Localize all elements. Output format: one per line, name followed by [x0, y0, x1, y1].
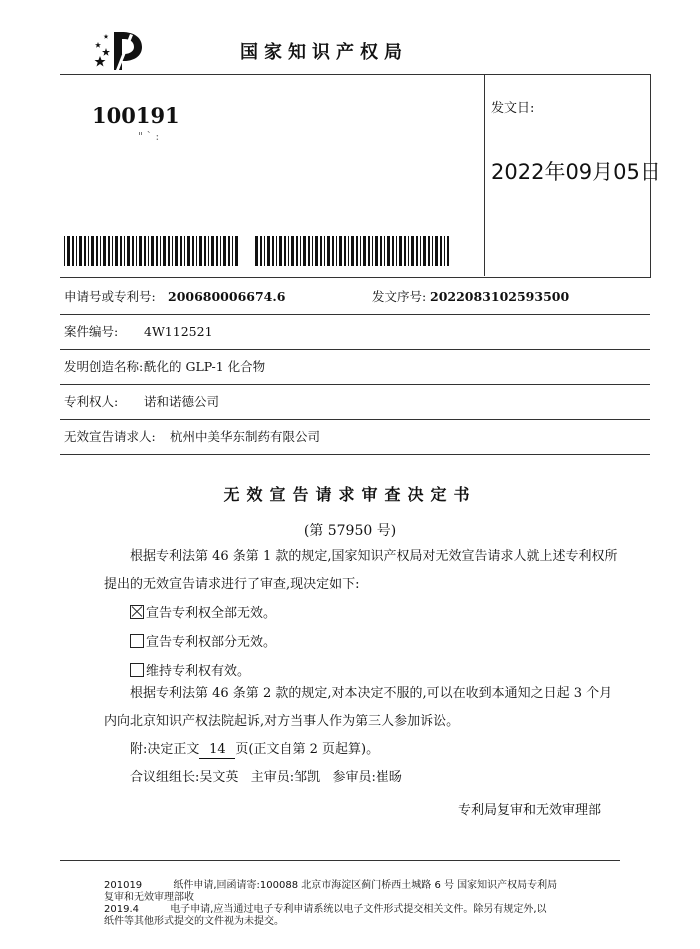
invention-title-label: 发明创造名称: [64, 359, 144, 374]
application-number-label: 申请号或专利号: [64, 289, 156, 304]
option-invalid-all [130, 602, 276, 621]
checked-box-icon [130, 605, 144, 619]
requester-label: 无效宣告请求人: [64, 429, 156, 444]
dispatch-date: 2022年09月05日 [491, 160, 661, 184]
footer-paper-instructions: 纸件申请,回函请寄:100088 北京市海淀区蓟门桥西土城路 6 号 国家知识产权局专利局 [173, 880, 558, 891]
patentee-value: 诺和诺德公司 [144, 394, 220, 409]
row-requester [60, 419, 650, 455]
panel-members: 合议组组长:吴文英 主审员:邹凯 参审员:崔旸 [130, 770, 402, 785]
address-smudge: " ` : [138, 130, 160, 143]
option-invalid-part [130, 631, 276, 650]
footer-version: 2019.4 [104, 904, 139, 915]
option-maintain-label: 维持专利权有效。 [146, 664, 251, 679]
patentee-label: 专利权人: [64, 394, 119, 409]
cnipa-logo-icon [92, 28, 148, 72]
paragraph-2-line-1: 根据专利法第 46 条第 2 款的规定,对本决定不服的,可以在收到本通知之日起 3 个月 [130, 686, 613, 701]
paragraph-1-line-2: 提出的无效宣告请求进行了审查,现决定如下: [104, 577, 360, 592]
row-application-number [60, 279, 650, 315]
case-number-value: 4W112521 [144, 324, 213, 339]
application-number-value: 200680006674.6 [168, 289, 286, 304]
unchecked-box-icon [130, 634, 144, 648]
office-name: 国家知识产权局 [240, 42, 408, 63]
row-case-number [60, 314, 650, 350]
requester-value: 杭州中美华东制药有限公司 [170, 429, 321, 444]
paragraph-1-line-1: 根据专利法第 46 条第 1 款的规定,国家知识产权局对无效宣告请求人就上述专利权所 [130, 549, 618, 564]
footer-line-3 [104, 904, 547, 916]
dispatch-date-label: 发文日: [491, 101, 535, 116]
postcode: 100191 [92, 103, 180, 128]
unchecked-box-icon [130, 663, 144, 677]
footer-form-code: 201019 [104, 880, 143, 891]
decision-number: (第 57950 号) [303, 523, 397, 539]
invention-title-value: 酰化的 GLP-1 化合物 [144, 359, 266, 374]
decision-title: 无效宣告请求审查决定书 [223, 485, 477, 504]
option-invalid-all-label: 宣告专利权全部无效。 [146, 606, 277, 621]
row-invention-title [60, 349, 650, 385]
footer-line-1 [104, 880, 557, 892]
attachment-pages: 14 [199, 742, 235, 759]
footer-line-2: 复审和无效审理部收 [104, 892, 194, 903]
footer-electronic-instructions: 电子申请,应当通过电子专利申请系统以电子文件形式提交相关文件。除另有规定外,以 [170, 904, 547, 915]
row-patentee [60, 384, 650, 420]
option-invalid-part-label: 宣告专利权部分无效。 [146, 635, 277, 650]
case-number-label: 案件编号: [64, 324, 119, 339]
issuing-department: 专利局复审和无效审理部 [458, 803, 602, 818]
option-maintain [130, 660, 250, 679]
serial-value: 2022083102593500 [430, 289, 570, 304]
barcode-left [64, 236, 238, 266]
attachment-note [130, 736, 379, 764]
attachment-suffix: 页(正文自第 2 页起算)。 [235, 742, 380, 757]
attachment-prefix: 附:决定正文 [130, 742, 200, 757]
serial-label: 发文序号: [372, 289, 427, 304]
address-box-divider [484, 74, 485, 276]
footer-line-4: 纸件等其他形式提交的文件视为未提交。 [104, 916, 284, 927]
footer-rule [60, 860, 620, 861]
paragraph-2-line-2: 内向北京知识产权法院起诉,对方当事人作为第三人参加诉讼。 [104, 714, 460, 729]
barcode-right [255, 236, 449, 266]
